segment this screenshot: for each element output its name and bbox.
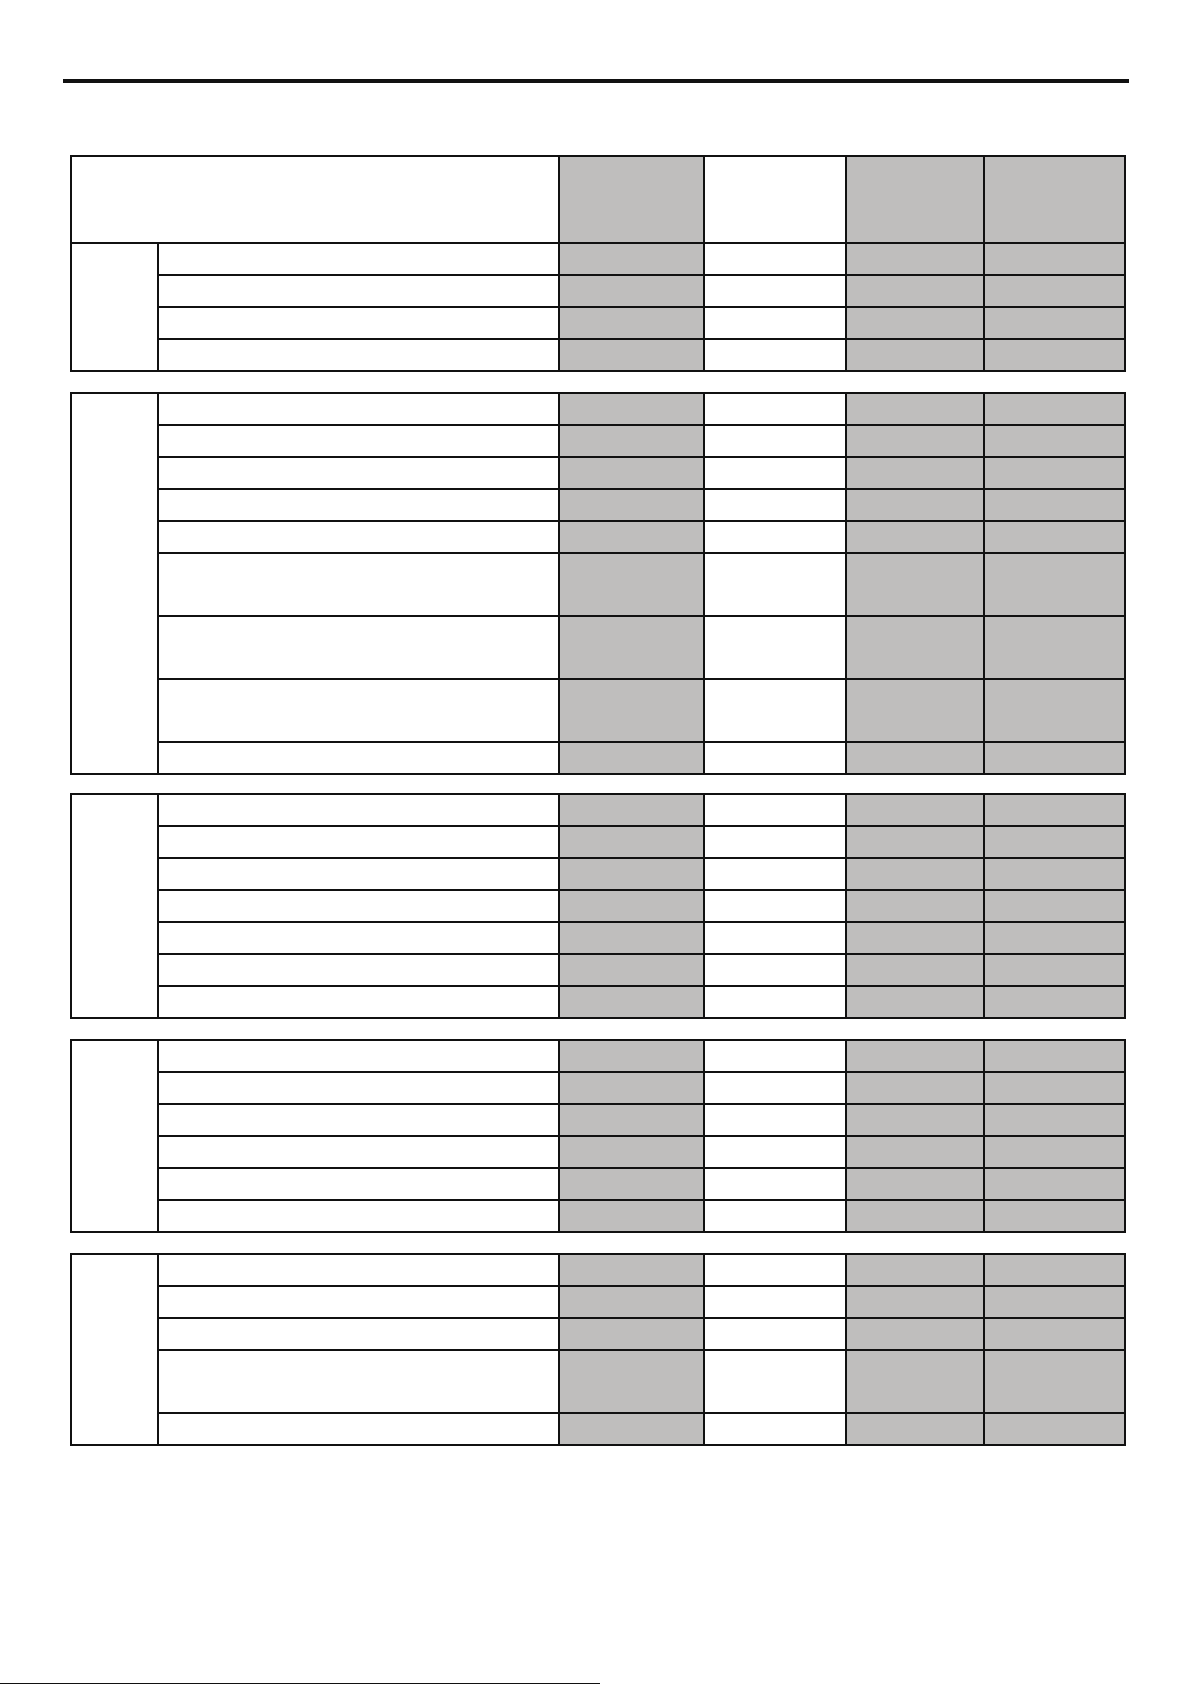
group-label — [71, 1254, 158, 1445]
table-row — [71, 1318, 1125, 1350]
table-row — [71, 954, 1125, 986]
cell-col-4 — [984, 339, 1125, 371]
cell-col-4 — [984, 742, 1125, 774]
table-row — [71, 922, 1125, 954]
cell-col-1 — [559, 616, 704, 679]
cell-col-1 — [559, 457, 704, 489]
cell-col-1 — [559, 393, 704, 425]
cell-col-2 — [704, 890, 846, 922]
table-row — [71, 275, 1125, 307]
table-row — [71, 1136, 1125, 1168]
cell-col-3 — [846, 826, 984, 858]
table-row — [71, 1168, 1125, 1200]
row-label — [158, 679, 559, 742]
row-label — [158, 1318, 559, 1350]
group-label — [71, 794, 158, 1018]
cell-col-4 — [984, 1286, 1125, 1318]
table-row — [71, 1350, 1125, 1413]
cell-col-2 — [704, 922, 846, 954]
cell-col-1 — [559, 425, 704, 457]
row-label — [158, 1168, 559, 1200]
cell-col-2 — [704, 393, 846, 425]
row-label — [158, 1136, 559, 1168]
cell-col-2 — [704, 1286, 846, 1318]
table-row — [71, 858, 1125, 890]
cell-col-3 — [846, 275, 984, 307]
cell-col-4 — [984, 489, 1125, 521]
cell-col-1 — [559, 339, 704, 371]
cell-col-1 — [559, 794, 704, 826]
table-row — [71, 457, 1125, 489]
row-label — [158, 986, 559, 1018]
cell-col-3 — [846, 858, 984, 890]
row-label — [158, 489, 559, 521]
spec-table-section-5 — [70, 1253, 1126, 1446]
cell-col-3 — [846, 307, 984, 339]
cell-col-1 — [559, 1286, 704, 1318]
row-label — [158, 275, 559, 307]
cell-col-2 — [704, 1254, 846, 1286]
row-label — [158, 1104, 559, 1136]
row-label — [158, 457, 559, 489]
cell-col-2 — [704, 679, 846, 742]
table-row — [71, 553, 1125, 616]
cell-col-3 — [846, 339, 984, 371]
cell-col-1 — [559, 954, 704, 986]
cell-col-3 — [846, 1413, 984, 1445]
cell-col-2 — [704, 1350, 846, 1413]
cell-col-4 — [984, 275, 1125, 307]
row-label — [158, 794, 559, 826]
cell-col-3 — [846, 521, 984, 553]
table-row — [71, 243, 1125, 275]
table-row — [71, 986, 1125, 1018]
cell-col-4 — [984, 307, 1125, 339]
cell-col-3 — [846, 954, 984, 986]
cell-col-1 — [559, 986, 704, 1018]
table-row — [71, 1104, 1125, 1136]
cell-col-2 — [704, 986, 846, 1018]
row-label — [158, 393, 559, 425]
cell-col-1 — [559, 1413, 704, 1445]
cell-col-4 — [984, 794, 1125, 826]
header-row — [71, 156, 1125, 243]
row-label — [158, 521, 559, 553]
cell-col-2 — [704, 1168, 846, 1200]
cell-col-4 — [984, 1254, 1125, 1286]
cell-col-3 — [846, 922, 984, 954]
cell-col-4 — [984, 1104, 1125, 1136]
table-row — [71, 1286, 1125, 1318]
cell-col-1 — [559, 1318, 704, 1350]
cell-col-2 — [704, 1040, 846, 1072]
cell-col-3 — [846, 1200, 984, 1232]
cell-col-3 — [846, 1318, 984, 1350]
cell-col-3 — [846, 679, 984, 742]
group-label — [71, 1040, 158, 1232]
cell-col-2 — [704, 1318, 846, 1350]
cell-col-2 — [704, 826, 846, 858]
row-label — [158, 858, 559, 890]
row-label — [158, 243, 559, 275]
table-row — [71, 489, 1125, 521]
row-label — [158, 307, 559, 339]
cell-col-3 — [846, 553, 984, 616]
cell-col-1 — [559, 243, 704, 275]
cell-col-4 — [984, 954, 1125, 986]
cell-col-1 — [559, 1136, 704, 1168]
cell-col-3 — [846, 794, 984, 826]
cell-col-1 — [559, 275, 704, 307]
table-row — [71, 1254, 1125, 1286]
cell-col-2 — [704, 553, 846, 616]
cell-col-3 — [846, 1286, 984, 1318]
cell-col-1 — [559, 826, 704, 858]
row-label — [158, 553, 559, 616]
cell-col-1 — [559, 922, 704, 954]
cell-col-1 — [559, 890, 704, 922]
spec-table-section-4 — [70, 1039, 1126, 1233]
table-row — [71, 393, 1125, 425]
header-col-2 — [704, 156, 846, 243]
cell-col-3 — [846, 986, 984, 1018]
cell-col-2 — [704, 521, 846, 553]
table-row — [71, 794, 1125, 826]
cell-col-3 — [846, 489, 984, 521]
cell-col-1 — [559, 307, 704, 339]
row-label — [158, 1286, 559, 1318]
cell-col-2 — [704, 1200, 846, 1232]
cell-col-3 — [846, 1168, 984, 1200]
cell-col-3 — [846, 742, 984, 774]
cell-col-3 — [846, 616, 984, 679]
cell-col-3 — [846, 1072, 984, 1104]
cell-col-3 — [846, 1040, 984, 1072]
cell-col-2 — [704, 616, 846, 679]
cell-col-3 — [846, 243, 984, 275]
cell-col-4 — [984, 858, 1125, 890]
cell-col-1 — [559, 1040, 704, 1072]
cell-col-4 — [984, 457, 1125, 489]
row-label — [158, 339, 559, 371]
cell-col-4 — [984, 1318, 1125, 1350]
cell-col-3 — [846, 1104, 984, 1136]
header-col-3 — [846, 156, 984, 243]
header-label-cell — [71, 156, 559, 243]
row-label — [158, 954, 559, 986]
cell-col-4 — [984, 1350, 1125, 1413]
row-label — [158, 1254, 559, 1286]
table-row — [71, 679, 1125, 742]
cell-col-1 — [559, 1350, 704, 1413]
table-row — [71, 425, 1125, 457]
cell-col-1 — [559, 521, 704, 553]
cell-col-2 — [704, 275, 846, 307]
cell-col-1 — [559, 489, 704, 521]
cell-col-4 — [984, 922, 1125, 954]
group-label — [71, 243, 158, 371]
spec-table-section-1 — [70, 155, 1126, 372]
cell-col-4 — [984, 1168, 1125, 1200]
cell-col-4 — [984, 890, 1125, 922]
table-row — [71, 616, 1125, 679]
cell-col-2 — [704, 794, 846, 826]
cell-col-2 — [704, 1104, 846, 1136]
cell-col-4 — [984, 425, 1125, 457]
cell-col-1 — [559, 858, 704, 890]
cell-col-2 — [704, 1136, 846, 1168]
cell-col-2 — [704, 243, 846, 275]
cell-col-4 — [984, 521, 1125, 553]
table-row — [71, 1040, 1125, 1072]
cell-col-2 — [704, 489, 846, 521]
table-row — [71, 1413, 1125, 1445]
table-row — [71, 742, 1125, 774]
cell-col-4 — [984, 1200, 1125, 1232]
cell-col-4 — [984, 393, 1125, 425]
table-row — [71, 1072, 1125, 1104]
spec-table-section-2 — [70, 392, 1126, 775]
footer-rule — [0, 1683, 600, 1684]
row-label — [158, 826, 559, 858]
cell-col-1 — [559, 1072, 704, 1104]
cell-col-3 — [846, 890, 984, 922]
row-label — [158, 890, 559, 922]
row-label — [158, 425, 559, 457]
row-label — [158, 1040, 559, 1072]
cell-col-2 — [704, 339, 846, 371]
table-row — [71, 307, 1125, 339]
cell-col-4 — [984, 986, 1125, 1018]
cell-col-4 — [984, 553, 1125, 616]
group-label — [71, 393, 158, 774]
row-label — [158, 616, 559, 679]
row-label — [158, 1350, 559, 1413]
cell-col-3 — [846, 1254, 984, 1286]
cell-col-2 — [704, 1072, 846, 1104]
cell-col-3 — [846, 425, 984, 457]
cell-col-2 — [704, 457, 846, 489]
header-col-4 — [984, 156, 1125, 243]
row-label — [158, 1413, 559, 1445]
cell-col-4 — [984, 1072, 1125, 1104]
cell-col-3 — [846, 1136, 984, 1168]
table-row — [71, 339, 1125, 371]
cell-col-1 — [559, 1104, 704, 1136]
cell-col-2 — [704, 425, 846, 457]
cell-col-2 — [704, 858, 846, 890]
spec-table-section-3 — [70, 793, 1126, 1019]
cell-col-3 — [846, 457, 984, 489]
cell-col-1 — [559, 1200, 704, 1232]
cell-col-3 — [846, 1350, 984, 1413]
table-row — [71, 1200, 1125, 1232]
cell-col-2 — [704, 1413, 846, 1445]
cell-col-1 — [559, 1168, 704, 1200]
cell-col-1 — [559, 679, 704, 742]
row-label — [158, 922, 559, 954]
cell-col-4 — [984, 616, 1125, 679]
header-col-1 — [559, 156, 704, 243]
row-label — [158, 742, 559, 774]
cell-col-1 — [559, 742, 704, 774]
cell-col-4 — [984, 243, 1125, 275]
cell-col-2 — [704, 954, 846, 986]
cell-col-4 — [984, 1136, 1125, 1168]
table-row — [71, 890, 1125, 922]
cell-col-4 — [984, 1040, 1125, 1072]
row-label — [158, 1200, 559, 1232]
cell-col-1 — [559, 1254, 704, 1286]
row-label — [158, 1072, 559, 1104]
cell-col-2 — [704, 307, 846, 339]
cell-col-4 — [984, 679, 1125, 742]
cell-col-3 — [846, 393, 984, 425]
top-rule — [63, 79, 1129, 83]
cell-col-4 — [984, 826, 1125, 858]
cell-col-1 — [559, 553, 704, 616]
table-row — [71, 826, 1125, 858]
cell-col-4 — [984, 1413, 1125, 1445]
cell-col-2 — [704, 742, 846, 774]
table-row — [71, 521, 1125, 553]
